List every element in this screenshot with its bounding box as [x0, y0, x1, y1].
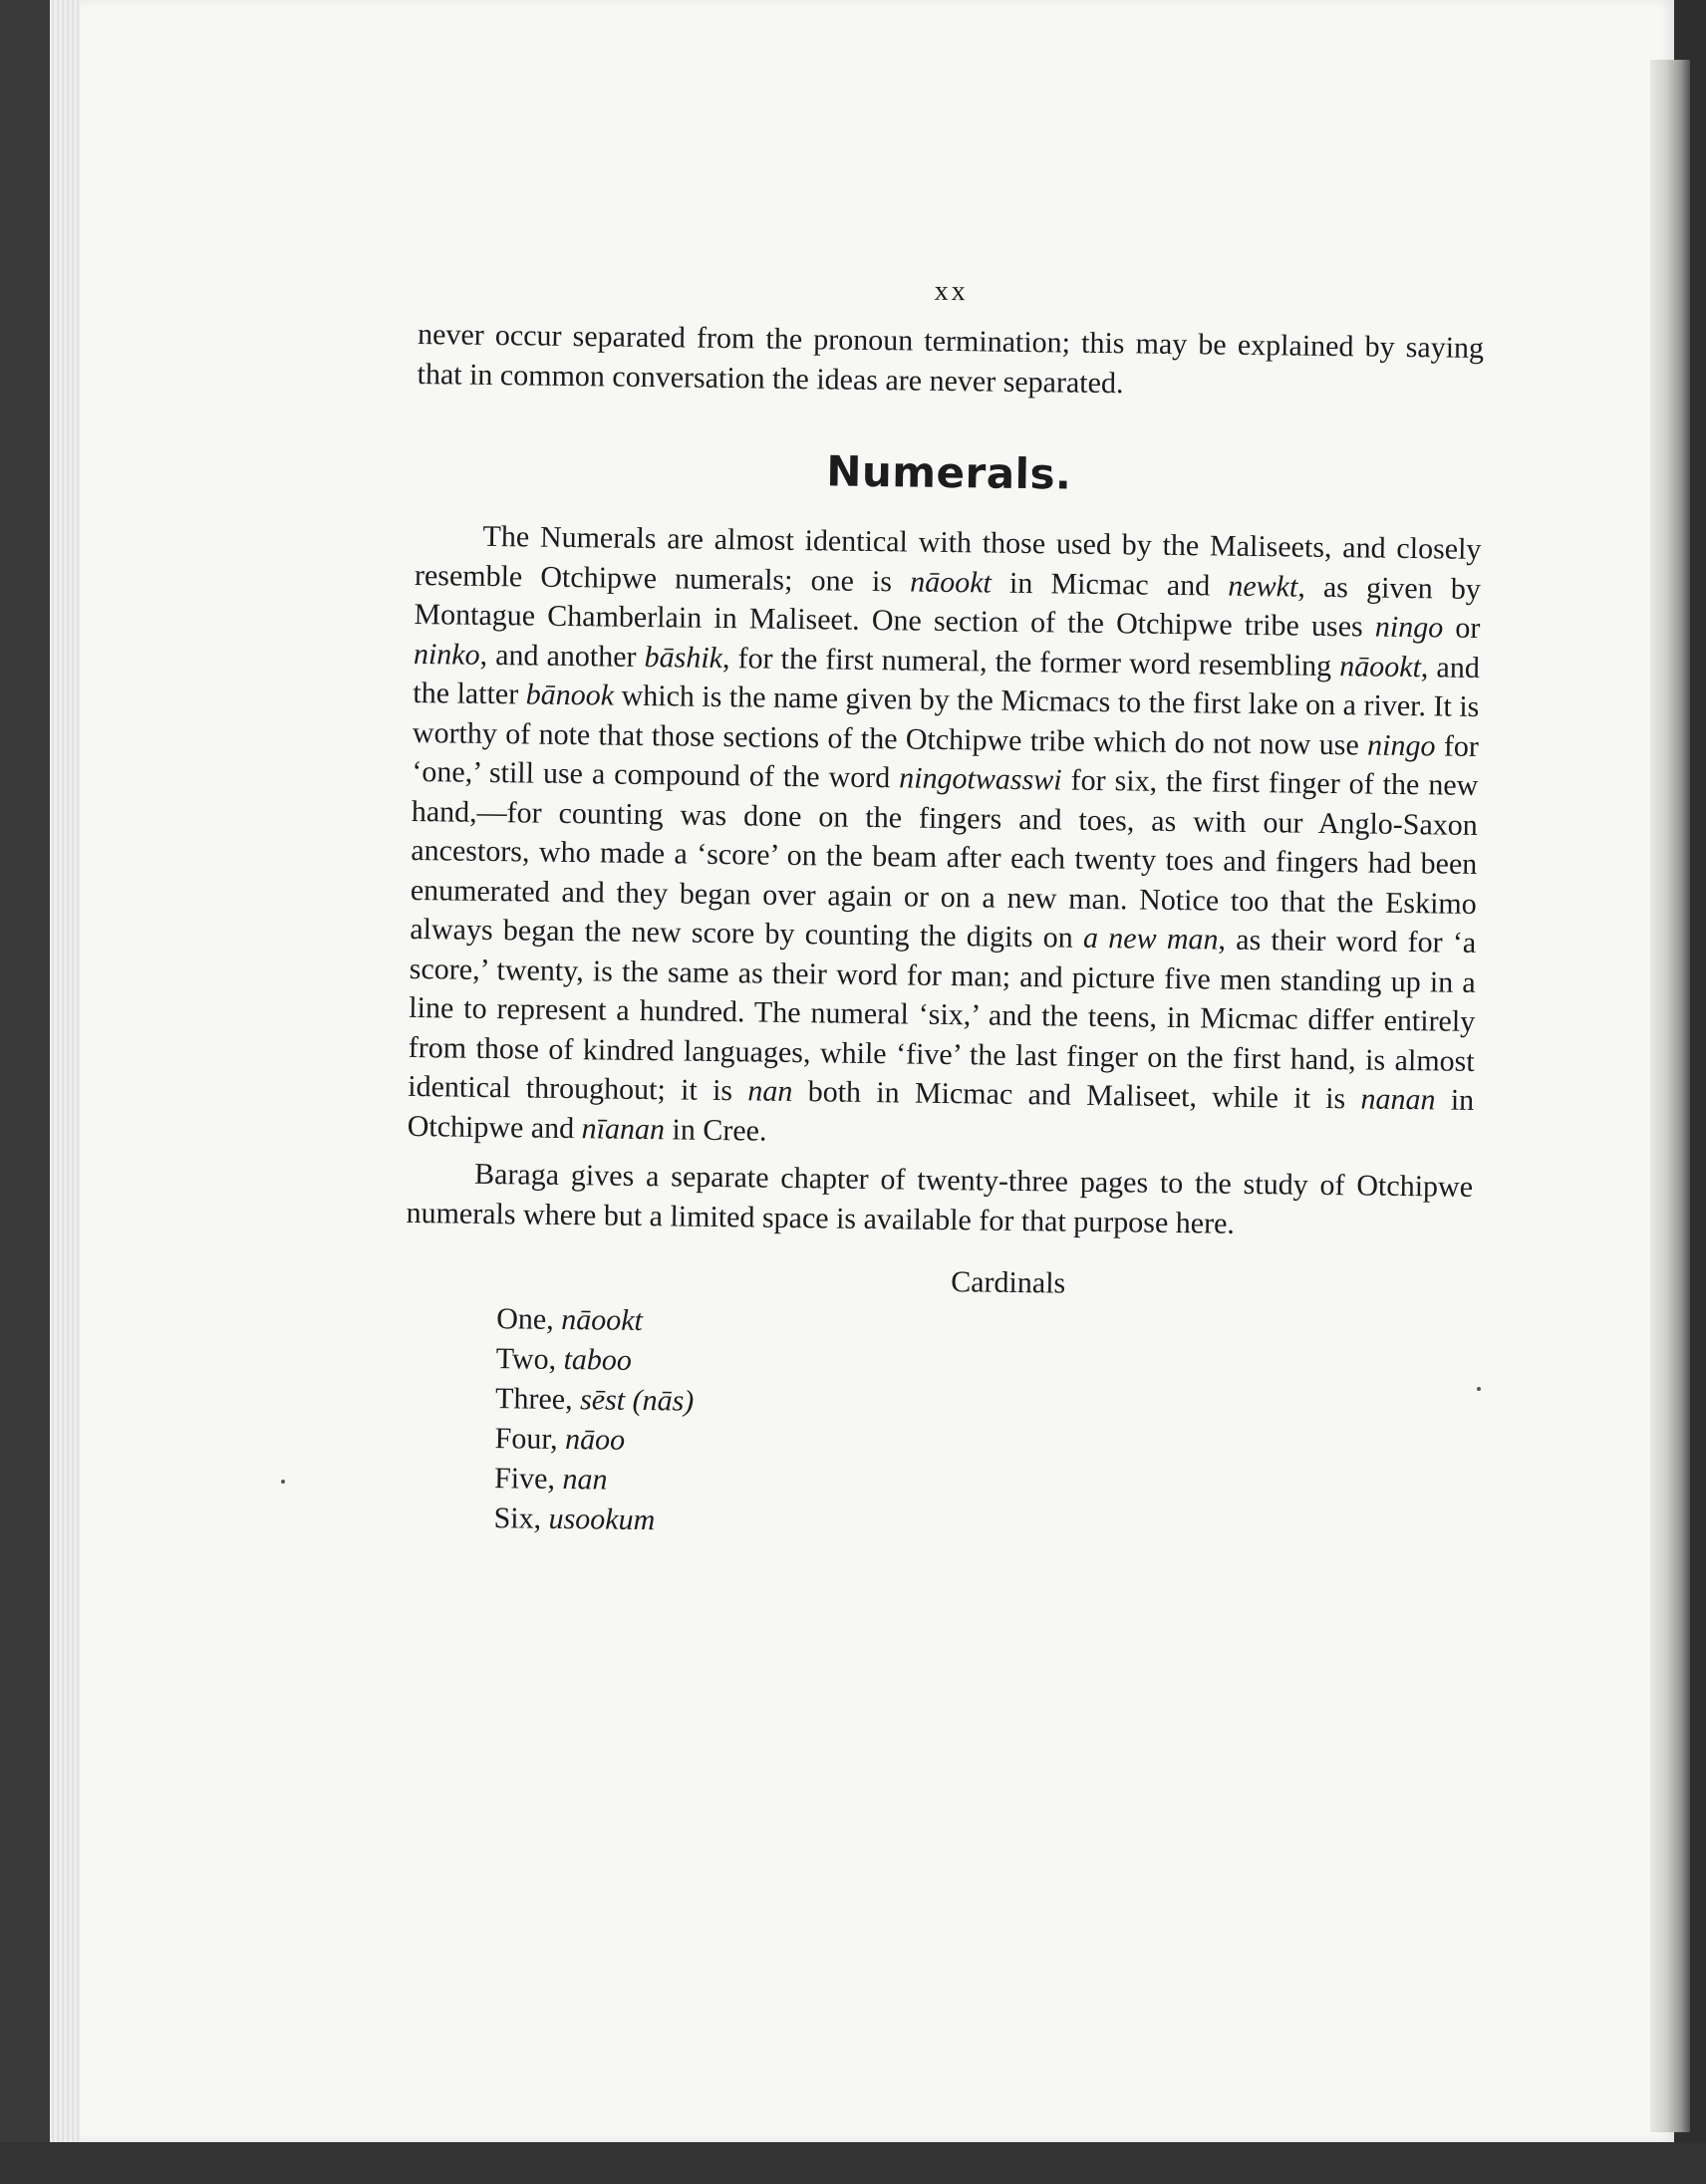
- list-item: Three, sēst (nās): [494, 1382, 695, 1418]
- intro-paragraph: never occur separated from the pronoun termination; this may be explained by saying that in common conversation the ideas are never separated.: [417, 317, 1485, 400]
- list-item: One, nāookt: [495, 1302, 644, 1338]
- italic-term: ningo: [1366, 728, 1436, 762]
- italic-term: ningo: [1374, 610, 1444, 645]
- scanner-background-bottom: [0, 2142, 1706, 2184]
- page-content: [402, 269, 1485, 1551]
- list-item: Two, taboo: [495, 1342, 633, 1377]
- italic-term: bānook: [525, 678, 615, 712]
- book-right-edge: [1650, 60, 1690, 2132]
- italic-term: nanan: [1360, 1082, 1436, 1117]
- page-speck: [1477, 1387, 1481, 1391]
- page-number: xx: [934, 275, 969, 308]
- list-item: Four, nāoo: [494, 1422, 626, 1457]
- cardinals-heading: Cardinals: [951, 1265, 1066, 1300]
- list-item: Six, usookum: [493, 1502, 656, 1537]
- italic-term: a new man: [1082, 921, 1219, 956]
- page-speck: [281, 1480, 285, 1484]
- italic-term: nīanan: [581, 1111, 666, 1146]
- baraga-paragraph: Baraga gives a separate chapter of twenty-three pages to the study of Otchipwe numerals where but a limited space is available for that purpose here.: [406, 1157, 1474, 1240]
- italic-term: ninko: [413, 637, 480, 672]
- italic-term: newkt: [1228, 569, 1298, 604]
- numerals-paragraph: The Numerals are almost identical with those used by the Maliseets, and closely resemble Otchipwe numerals; one is nāookt in Micmac and newkt, as given by Montague Chamberlain in Maliseet. One section of the Otchipwe tribe uses ningo or ninko, and another bāshik, for the first numeral, the former word resembling nāookt, and the latter bānook which is the name given by the Micmacs to the first lake on a river. It is worthy of note that those sections of the Otchipwe tribe which do not now use ningo for ‘one,’ still use a compound of the word ningotwasswi for six, the first finger of the new hand,—for counting was done on the fingers and toes, as with our Anglo-Saxon ancestors, who made a ‘score’ on the beam after each twenty toes and fingers had been enumerated and they began over again or on a new man. Notice too that the Eskimo always began the new score by counting the digits on a new man, as their word for ‘a score,’ twenty, is the same as their word for man; and picture five men standing up in a line to represent a hundred. The numeral ‘six,’ and the teens, in Micmac differ entirely from those of kindred languages, while ‘five’ the last finger on the first hand, is almost identical throughout; it is nan both in Micmac and Maliseet, while it is nanan in Otchipwe and nīanan in Cree.: [407, 519, 1482, 1148]
- italic-term: nāookt: [909, 564, 993, 600]
- list-item: Five, nan: [493, 1462, 608, 1497]
- cardinals-list: [402, 1298, 1471, 1551]
- italic-term: nāookt: [1339, 649, 1422, 683]
- italic-term: bāshik: [644, 640, 723, 675]
- italic-term: ningotwasswi: [899, 761, 1062, 797]
- section-heading: Numerals.: [825, 446, 1072, 499]
- italic-term: nan: [747, 1074, 793, 1108]
